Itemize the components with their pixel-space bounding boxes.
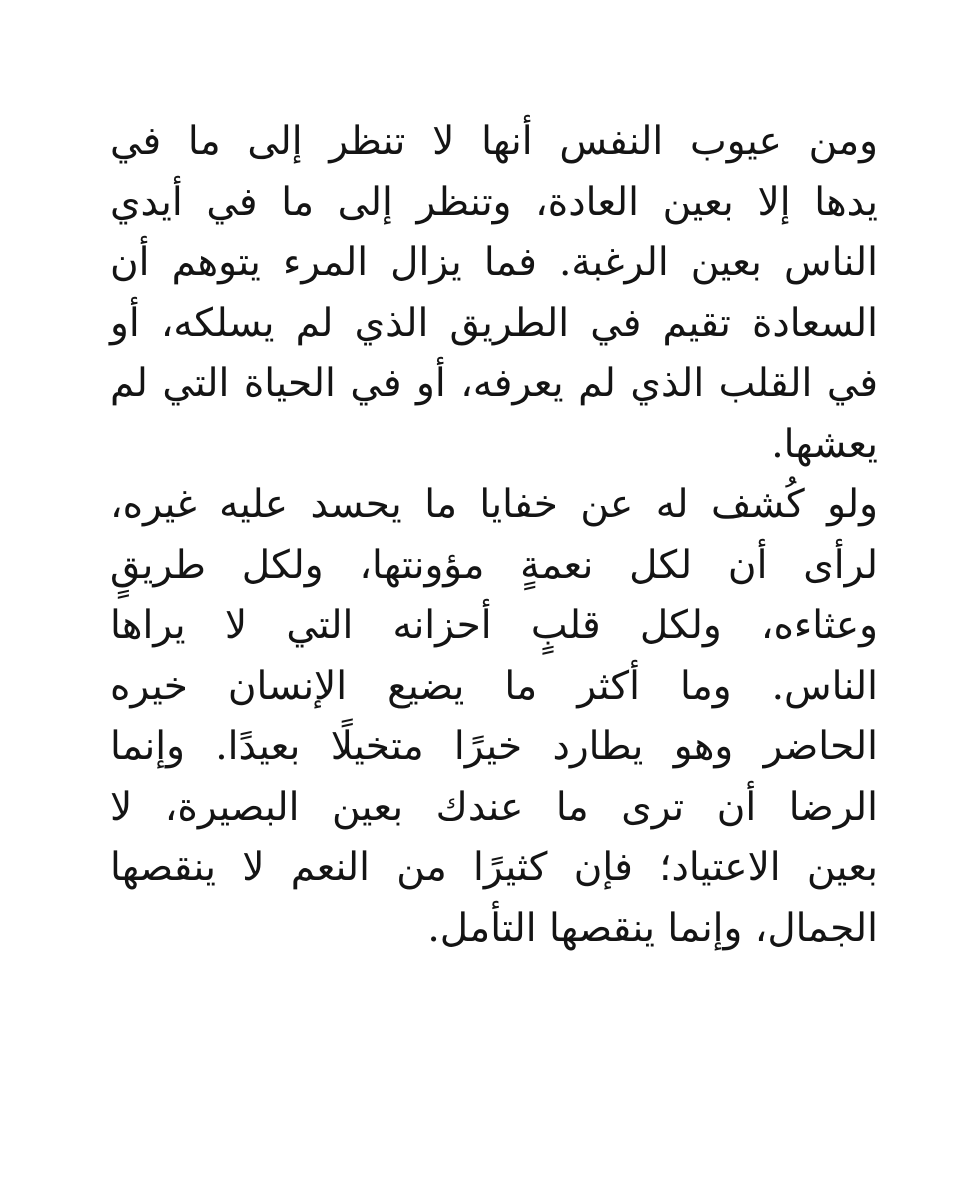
text-line-10: الناس. وما أكثر ما يضيع الإنسان خيره [110,663,878,709]
text-line-5: في القلب الذي لم يعرفه، أو في الحياة التي لم [110,361,878,406]
text-line-11: الحاضر وهو يطارد خيرًا متخيلًا بعيدًا. وإنما [110,724,878,769]
text-line-8: لرأى أن لكل نعمةٍ مؤونتها، ولكل طريقٍ [110,542,878,588]
text-line-1: ومن عيوب النفس أنها لا تنظر إلى ما في [110,119,878,164]
text-line-9: وعثاءه، ولكل قلبٍ أحزانه التي لا يراها [110,603,878,648]
arabic-paragraph [110,112,878,959]
text-line-3: الناس بعين الرغبة. فما يزال المرء يتوهم أن [110,240,878,285]
text-line-4: السعادة تقيم في الطريق الذي لم يسلكه، أو [110,300,878,346]
text-line-2: يدها إلا بعين العادة، وتنظر إلى ما في أيدي [110,179,878,225]
text-line-12: الرضا أن ترى ما عندك بعين البصيرة، لا [110,784,878,830]
text-line-6: يعشها. [771,421,878,467]
text-line-7: ولو كُشف له عن خفايا ما يحسد عليه غيره، [110,482,878,527]
text-line-14: الجمال، وإنما ينقصها التأمل. [427,905,878,951]
text-line-13: بعين الاعتياد؛ فإن كثيرًا من النعم لا ينقصها [110,845,878,890]
